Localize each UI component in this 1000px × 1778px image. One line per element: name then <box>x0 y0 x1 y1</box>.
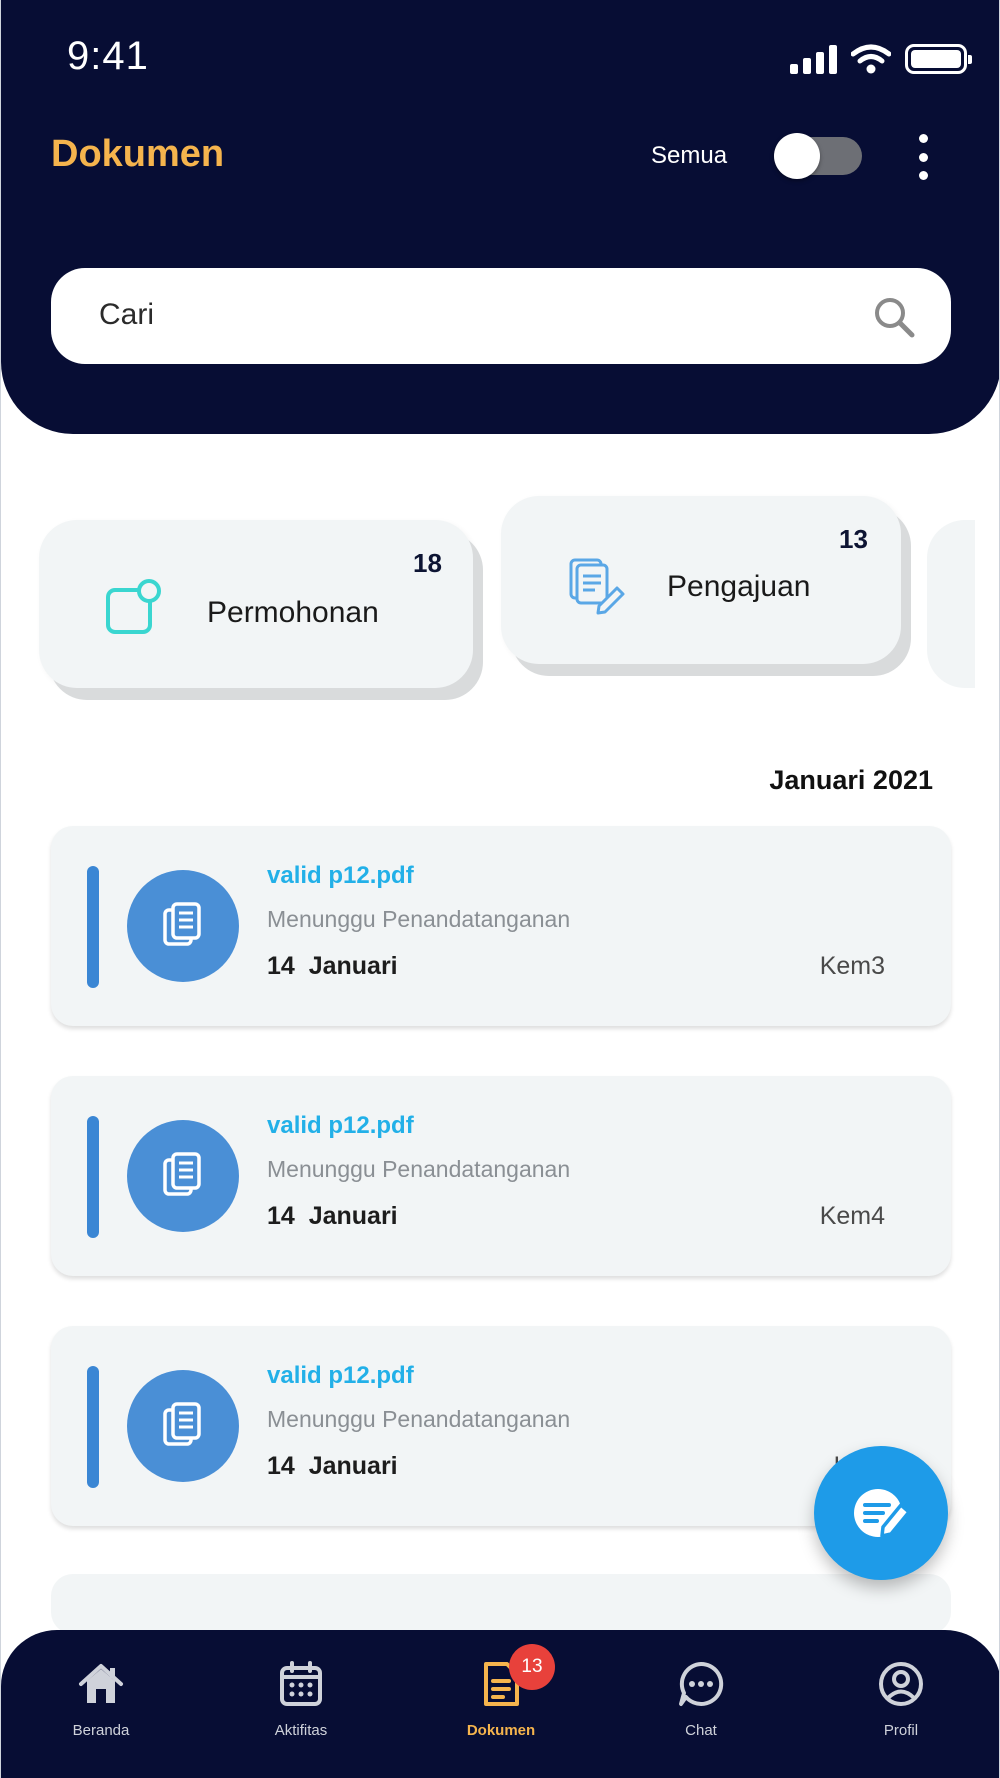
nav-item-chat[interactable] <box>631 1660 771 1760</box>
file-copy-icon <box>159 1150 207 1202</box>
document-date: 14 Januari <box>267 952 398 980</box>
status-indicator-bar <box>87 1116 99 1238</box>
document-status: Menunggu Penandatanganan <box>267 1406 571 1432</box>
profile-icon <box>877 1660 925 1708</box>
notification-badge: 13 <box>509 1644 555 1690</box>
file-copy-icon <box>159 1400 207 1452</box>
category-list-clip <box>975 500 1000 700</box>
search-bar[interactable] <box>51 268 951 364</box>
document-owner: Kem3 <box>819 952 885 980</box>
app-notification-icon <box>103 578 163 638</box>
category-label: Permohonan <box>207 596 379 629</box>
bottom-navigation <box>1 1630 1000 1778</box>
nav-label: Beranda <box>72 1722 130 1739</box>
page-title: Dokumen <box>51 133 225 175</box>
category-label: Pengajuan <box>667 570 811 603</box>
nav-item-aktifitas[interactable] <box>231 1660 371 1760</box>
category-count: 13 <box>839 524 868 554</box>
document-card[interactable] <box>51 826 951 1026</box>
nav-item-beranda[interactable] <box>31 1660 171 1760</box>
document-name[interactable]: valid p12.pdf <box>267 1112 414 1139</box>
status-time: 9:41 <box>67 34 149 78</box>
document-date: 14 Januari <box>267 1202 398 1230</box>
document-status: Menunggu Penandatanganan <box>267 906 571 932</box>
category-card-pengajuan[interactable] <box>501 496 901 664</box>
wifi-icon <box>851 44 891 74</box>
calendar-icon <box>277 1660 325 1708</box>
header <box>1 0 1000 434</box>
document-card[interactable] <box>51 1076 951 1276</box>
file-copy-icon <box>159 900 207 952</box>
document-avatar <box>127 1120 239 1232</box>
document-status: Menunggu Penandatanganan <box>267 1156 571 1182</box>
nav-label: Dokumen <box>466 1722 536 1739</box>
chat-icon <box>677 1660 725 1708</box>
document-owner: Kem4 <box>819 1202 885 1230</box>
nav-item-profil[interactable] <box>831 1660 971 1760</box>
nav-label: Profil <box>883 1722 919 1739</box>
status-icons <box>790 44 967 74</box>
nav-label: Aktifitas <box>274 1722 328 1739</box>
document-avatar <box>127 1370 239 1482</box>
sign-document-button[interactable] <box>814 1446 948 1580</box>
document-edit-icon <box>565 554 627 616</box>
signal-icon <box>790 44 837 74</box>
document-avatar <box>127 870 239 982</box>
sign-document-icon <box>849 1481 913 1545</box>
document-date: 14 Januari <box>267 1452 398 1480</box>
show-all-toggle[interactable] <box>776 137 862 175</box>
search-input[interactable]: Cari <box>99 298 155 331</box>
nav-item-dokumen[interactable] <box>431 1656 571 1760</box>
document-name[interactable]: valid p12.pdf <box>267 862 414 889</box>
document-name[interactable]: valid p12.pdf <box>267 1362 414 1389</box>
toggle-label: Semua <box>651 142 728 169</box>
more-options-icon[interactable] <box>911 134 935 180</box>
toggle-knob <box>774 133 820 179</box>
home-icon <box>77 1660 125 1708</box>
search-icon[interactable] <box>871 294 917 340</box>
status-indicator-bar <box>87 866 99 988</box>
category-count: 18 <box>413 548 442 578</box>
status-indicator-bar <box>87 1366 99 1488</box>
battery-icon <box>905 44 967 74</box>
document-card-partial[interactable] <box>51 1574 951 1634</box>
category-card-permohonan[interactable] <box>39 520 473 688</box>
month-heading: Januari 2021 <box>769 765 933 795</box>
nav-label: Chat <box>685 1722 717 1739</box>
